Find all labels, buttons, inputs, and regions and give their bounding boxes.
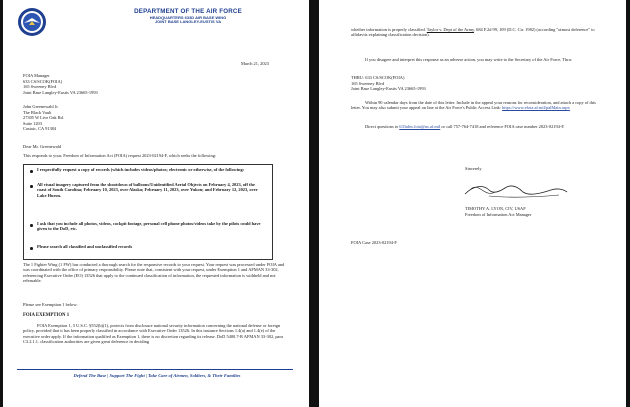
letter-page-1 bbox=[3, 0, 309, 407]
letterhead bbox=[113, 9, 263, 24]
letterhead-org: DEPARTMENT OF THE AIR FORCE bbox=[134, 8, 242, 15]
to-line-5: Castaic, CA 91384 bbox=[23, 126, 57, 131]
bullet-dot bbox=[30, 185, 33, 188]
appeal-paragraph bbox=[351, 100, 601, 111]
request-item-4: Please search all classified and unclassified records bbox=[37, 244, 133, 249]
questions-text: Direct questions to bbox=[365, 124, 399, 129]
signer-name: TIMOTHY A. LYON, CIV, USAF bbox=[465, 206, 526, 211]
footer-rule bbox=[17, 369, 293, 370]
foia-email-link[interactable]: 633abw.foia@us.af.mil bbox=[399, 124, 441, 129]
to-line-3: 27305 W Live Oak Rd. bbox=[23, 115, 64, 120]
continuation-rest: , 684 F.2d 99, 109 (D.C. Cir. 1982) (according "utmost deference" to affidavits explaining classification decision). bbox=[351, 27, 595, 38]
from-line-2: 633 CS/SCOK(FOIA) bbox=[23, 78, 63, 84]
request-item-2: All visual imagery captured from the shootdown of balloons/Unidentified Aerial Objects on February 4, 2023, off the coast of South Carolina; February 10, 2023, over Alaska; February 11, 2023, over Yukon; and February 12, 2023, over Lake Huron. bbox=[37, 182, 258, 198]
signature-icon bbox=[459, 180, 569, 202]
air-force-seal-icon bbox=[17, 7, 47, 37]
from-line-1: FOIA Manager bbox=[23, 73, 50, 78]
continuation-paragraph bbox=[351, 27, 601, 38]
case-reference: FOIA Case 2023-02194-F bbox=[351, 240, 397, 245]
continuation-text: whether information is properly classified. bbox=[351, 27, 426, 32]
exemption-heading: FOIA EXEMPTION 1 bbox=[23, 313, 70, 318]
footer-slogan: Defend The Base | Support The Fight | Take Care of Airmen, Soldiers, & Their Families bbox=[73, 373, 241, 378]
from-line-4: Joint Base Langley-Eustis VA 23665-1993 bbox=[23, 89, 98, 95]
pal-link[interactable]: https://www.efoia.af.mil/palMain.aspx bbox=[502, 105, 570, 111]
request-item-3: I ask that you include all photos, videos, cockpit footage, personal cell phone photos/videos take by the pilots could have given to the DoD, etc. bbox=[37, 221, 261, 232]
questions-paragraph bbox=[351, 124, 601, 129]
bullet-dot bbox=[30, 170, 33, 173]
exemption-note: Please see Exemption 1 below: bbox=[23, 302, 78, 307]
to-line-4: Suite 1203 bbox=[23, 120, 42, 126]
bullet-dot bbox=[30, 247, 33, 250]
thru-line-1: THRU: 633 CS/SCOK(FOIA) bbox=[351, 75, 405, 80]
response-paragraph: The 1 Fighter Wing (1 FW) has conducted a thorough search for the responsive records to your request. Your request was processed under FOIA and was coordinated with the office of primary responsibility. Please note that, consistent with your request, under Exemption 1 and AFMAN 33-302, referencing Executive Order (EO) 13526 that apply to the continued classification of information, the requested information is withheld and not releasable. bbox=[23, 262, 285, 284]
letterhead-sub1: HEADQUARTERS 633D AIR BASE WING bbox=[149, 14, 227, 20]
exemption-paragraph: FOIA Exemption 1, 5 U.S.C. §552(b)(1), protects from disclosure national security information concerning the national defense or foreign policy, provided that it has been properly classified in accordance with Executive Order 13526. In this instance Sections 1.4(a) and 1.4(e) of the executive order apply. If the information qualified as Exemption 1, there is no discretion regarding its release. DoD 5400.7-R AFMAN 33-302, para C3.2.1.1. classification authorities are given great deference in deciding bbox=[23, 323, 283, 345]
questions-rest: or call 757-764-7418 and reference FOIA case number 2023-02194-F. bbox=[441, 124, 565, 129]
to-line-1: John Greenewald Jr. bbox=[23, 104, 59, 109]
case-citation: Taylor v. Dept of the Army bbox=[426, 27, 474, 32]
letter-page-2 bbox=[319, 0, 626, 407]
appeal-text: Within 90 calendar days from the date of this letter. Include in the appeal your reasons for reconsideration, and attach a copy of this letter. You may also submit your appeal on line at the Air Force's Public Access Link: bbox=[351, 100, 596, 111]
appeal-intro: If you disagree and interpret this response as an adverse action, you may write to the Secretary of the Air Force, Thru: bbox=[365, 57, 573, 62]
letterhead-sub2: JOINT BASE LANGLEY-EUSTIS VA bbox=[154, 18, 222, 24]
intro-paragraph: This responds to your, Freedom of Information Act (FOIA) request 2023-02194-F, which seeks the following: bbox=[23, 153, 217, 158]
salutation: Dear Mr. Greenewald bbox=[23, 144, 62, 149]
signer-title: Freedom of Information Act Manager bbox=[465, 211, 532, 217]
thru-line-2: 165 Sweeney Blvd bbox=[351, 80, 385, 86]
closing: Sincerely bbox=[465, 166, 482, 171]
from-line-3: 165 Sweeney Blvd bbox=[23, 84, 57, 89]
thru-line-3: Joint Base Langley-Eustis VA 23665-1993 bbox=[351, 86, 426, 91]
bullet-dot bbox=[30, 224, 33, 227]
request-item-1: I respectfully request a copy of records (which includes videos/photos; electronic or otherwise, of the following: bbox=[37, 167, 245, 172]
letter-date: March 21, 2023 bbox=[241, 61, 269, 66]
to-line-2: The Black Vault bbox=[23, 109, 52, 115]
